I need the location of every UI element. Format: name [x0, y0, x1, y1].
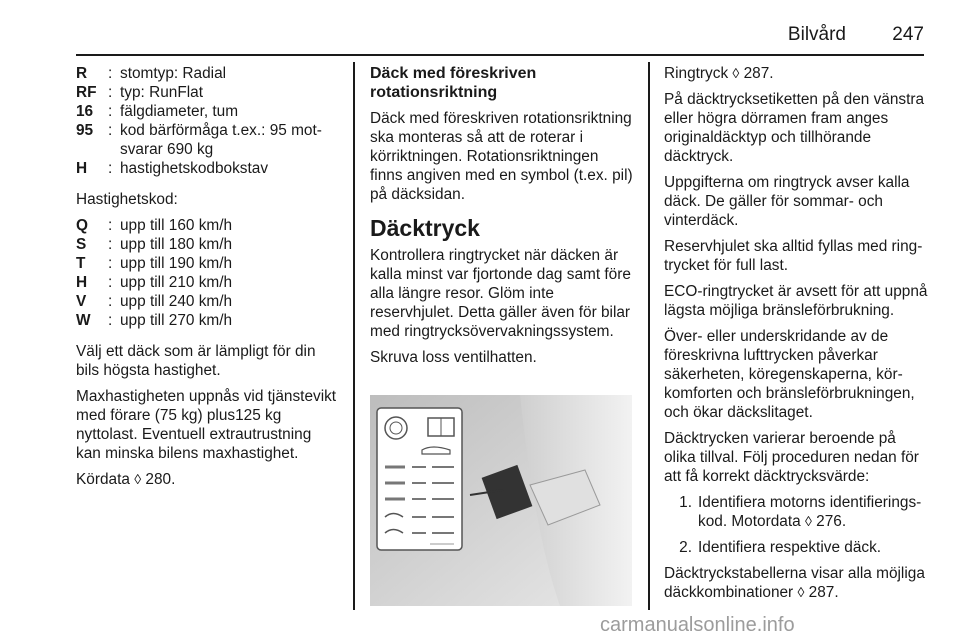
list-item-text: Identifiera respektive däck. [698, 539, 882, 556]
page-number: 247 [892, 24, 924, 45]
def-colon: : [108, 103, 113, 120]
paragraph: Skruva loss ventilhatten. [370, 349, 537, 366]
definition-row [76, 159, 340, 178]
watermark: carmanualsonline.info [600, 614, 795, 636]
paragraph: Maxhastigheten uppnås vid tjänstevikt med förare (75 kg) plus125 kg nyttolast. Eventuell extrautrustning kan minska bilens maxhastighet. [76, 388, 337, 462]
page-ref-link[interactable]: 287. [808, 584, 839, 601]
def-value: upp till 270 km/h [120, 312, 233, 329]
definition-row [76, 102, 340, 121]
def-value: upp till 190 km/h [120, 255, 233, 272]
paragraph: Reservhjulet ska alltid fyllas med ringtrycket för full last. [664, 238, 923, 274]
column-divider [648, 62, 650, 610]
paragraph: På däcktrycksetiketten på den vänstra eller högra dörramen fram anges originaldäcktyp och tillhörande däcktryck. [664, 91, 925, 165]
def-colon: : [108, 312, 113, 329]
list-text [698, 493, 928, 531]
page-header [76, 24, 924, 56]
paragraph: Uppgifterna om ringtryck avser kalla däck. De gäller för sommar- och vinterdäck. [664, 174, 910, 229]
def-colon: : [108, 122, 113, 139]
definition-row [76, 254, 340, 273]
paragraph: Däck med föreskriven rotationsriktning ska monteras så att de roterar i körriktningen. Rotationsriktningen finns angiven med en symbol (t.ex. pil) på däcksidan. [370, 110, 633, 203]
def-value: upp till 240 km/h [120, 293, 233, 310]
list-item-text: Identifiera motorns identifieringskod. Motordata [698, 494, 922, 530]
def-key: T [76, 255, 86, 272]
page-ref-arrow-icon: ◊ [804, 513, 812, 529]
def-value: fälgdiameter, tum [120, 103, 239, 120]
def-colon: : [108, 293, 113, 310]
def-colon: : [108, 236, 113, 253]
paragraph: Över- eller underskridande av de föreskrivna lufttrycken påverkar säkerheten, köregenskaperna, körkomforten och bränsleförbrukningen, och ökar däckslitaget. [664, 328, 915, 421]
def-value: kod bärförmåga t.ex.: 95 motsvarar 690 kg [120, 122, 322, 158]
def-colon: : [108, 84, 113, 101]
definition-row [76, 216, 340, 235]
def-value: upp till 160 km/h [120, 217, 233, 234]
def-key: RF [76, 84, 97, 101]
definition-row [76, 121, 340, 159]
page-ref-arrow-icon: ◊ [732, 65, 740, 81]
def-value: upp till 180 km/h [120, 236, 233, 253]
list-number: 1. [679, 494, 692, 511]
def-colon: : [108, 274, 113, 291]
page-ref-arrow-icon: ◊ [134, 471, 142, 487]
main-heading: Däcktryck [370, 215, 480, 241]
definition-row [76, 83, 340, 102]
def-value: upp till 210 km/h [120, 274, 233, 291]
definition-row [76, 311, 340, 330]
column-2 [370, 64, 634, 374]
def-colon: : [108, 255, 113, 272]
def-value: typ: RunFlat [120, 84, 203, 101]
def-key: H [76, 274, 88, 291]
def-key: 16 [76, 103, 94, 120]
paragraph: Kontrollera ringtrycket när däcken är kalla minst var fjortonde dag samt före alla längre resor. Glöm inte reservhjulet. Detta gäller även för bilar med ringtrycksövervakningssystem. [370, 247, 631, 340]
def-key: Q [76, 217, 88, 234]
paragraph-with-ref [664, 64, 928, 83]
header-rule [76, 54, 924, 56]
paragraph-text: Ringtryck [664, 65, 729, 82]
def-key: W [76, 312, 91, 329]
def-key: 95 [76, 122, 94, 139]
def-key: R [76, 65, 88, 82]
paragraph-text: Däcktryckstabellerna visar alla möjliga däckkombinationer [664, 565, 925, 601]
definition-row [76, 273, 340, 292]
paragraph-with-ref [76, 470, 340, 489]
paragraph-with-ref [664, 564, 928, 602]
definition-row [76, 64, 340, 83]
paragraph-text: Kördata [76, 471, 130, 488]
tire-code-list [76, 64, 340, 178]
tire-pressure-label-photo [370, 395, 632, 606]
section-heading: Däck med föreskriven rotationsriktning [370, 65, 537, 101]
paragraph: Välj ett däck som är lämpligt för din bils högsta hastighet. [76, 343, 316, 379]
page-ref-link[interactable]: 280. [145, 471, 176, 488]
section-title: Bilvård [787, 24, 846, 45]
column-3 [664, 64, 928, 609]
list-item [664, 493, 928, 531]
paragraph: Däcktrycken varierar beroende på olika tillval. Följ proceduren nedan för att få korrekt däcktrycksvärde: [664, 430, 919, 485]
def-key: V [76, 293, 87, 310]
page-ref-link[interactable]: 287. [743, 65, 774, 82]
def-value: hastighetskodbokstav [120, 160, 269, 177]
def-colon: : [108, 65, 113, 82]
list-number: 2. [679, 539, 692, 556]
def-colon: : [108, 160, 113, 177]
speed-code-list [76, 216, 340, 330]
def-key: S [76, 236, 87, 253]
definition-row [76, 292, 340, 311]
paragraph: ECO-ringtrycket är avsett för att uppnå lägsta möjliga bränsleförbrukning. [664, 283, 928, 319]
column-1 [76, 64, 340, 496]
column-divider [353, 62, 355, 610]
def-colon: : [108, 217, 113, 234]
definition-row [76, 235, 340, 254]
def-key: H [76, 160, 88, 177]
speed-code-label: Hastighetskod: [76, 191, 178, 208]
page-ref-link[interactable]: 276. [816, 513, 847, 530]
list-item [664, 538, 928, 557]
page-ref-arrow-icon: ◊ [797, 584, 805, 600]
def-value: stomtyp: Radial [120, 65, 227, 82]
